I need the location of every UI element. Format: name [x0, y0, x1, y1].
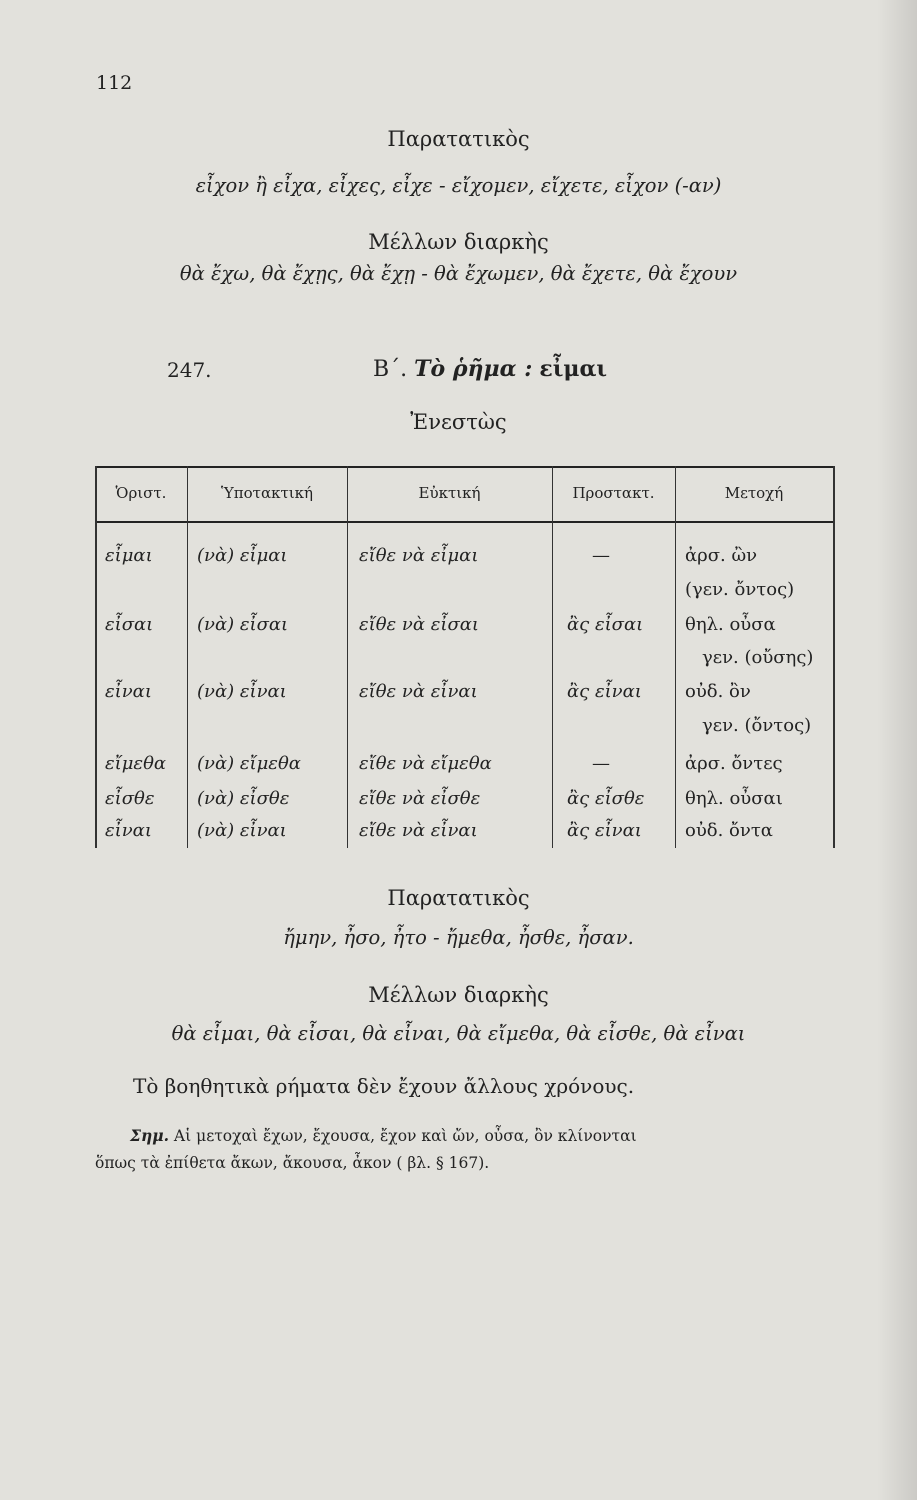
table-header-rule — [95, 521, 835, 523]
participle-cell: (γεν. ὄντος) — [685, 579, 795, 600]
table-divider-2 — [347, 466, 348, 848]
footnote-line-2: ὅπως τὰ ἐπίθετα ἄκων, ἄκουσα, ἆκον ( βλ. § 167). — [95, 1154, 490, 1172]
subjunctive-cell: (νὰ) εἶσθε — [197, 788, 290, 809]
imperative-cell: — — [592, 753, 610, 774]
section-title — [373, 356, 607, 382]
imperfect-forms-2: ἤμην, ἦσο, ἦτο - ἤμεθα, ἦσθε, ἦσαν. — [283, 926, 634, 949]
auxiliary-note: Τὸ βοηθητικὰ ρήματα δὲν ἔχουν ἄλλους χρόνους. — [133, 1074, 635, 1098]
imperfect-heading-2: Παρατατικὸς — [387, 886, 530, 910]
subjunctive-cell: (νὰ) εἶναι — [197, 681, 287, 702]
page-edge-shadow — [877, 0, 917, 1500]
imperative-cell: ἂς εἶναι — [567, 681, 642, 702]
participle-cell: ἀρσ. ὄντες — [685, 753, 783, 774]
table-divider-1 — [187, 466, 188, 848]
indicative-cell: εἶσθε — [105, 788, 155, 809]
participle-cell: θηλ. οὖσαι — [685, 788, 783, 809]
table-divider-3 — [552, 466, 553, 848]
participle-cell: γεν. (οὔσης) — [702, 647, 814, 668]
conjugation-table — [95, 466, 835, 848]
header-optative: Εὐκτική — [418, 484, 481, 502]
header-participle: Μετοχή — [724, 484, 784, 502]
table-top-rule — [95, 466, 835, 468]
header-subjunctive: Ὑποτακτική — [221, 484, 313, 502]
indicative-cell: εἴμεθα — [105, 753, 167, 774]
optative-cell: εἴθε νὰ εἶμαι — [359, 545, 479, 566]
header-indicative: Ὁριστ. — [115, 484, 167, 502]
subjunctive-cell: (νὰ) εἶμαι — [197, 545, 288, 566]
participle-cell: θηλ. οὖσα — [685, 614, 776, 635]
table-left-border — [95, 466, 97, 848]
table-right-border — [833, 466, 835, 848]
footnote-text-1: Αἱ μετοχαὶ ἔχων, ἔχουσα, ἔχον καὶ ὤν, οὖσα, ὂν κλίνονται — [173, 1127, 637, 1145]
section-verb: εἶμαι — [539, 356, 608, 382]
indicative-cell: εἶναι — [105, 681, 152, 702]
section-letter: Β΄. — [373, 357, 408, 382]
imperative-cell: ἂς εἶναι — [567, 820, 642, 841]
future-heading-1: Μέλλων διαρκὴς — [368, 230, 549, 254]
optative-cell: εἴθε νὰ εἶσθε — [359, 788, 481, 809]
participle-cell: ἀρσ. ὢν — [685, 545, 758, 566]
footnote-line-1 — [130, 1126, 637, 1145]
imperative-cell: ἂς εἶσθε — [567, 788, 645, 809]
subjunctive-cell: (νὰ) εἶσαι — [197, 614, 289, 635]
table-divider-4 — [675, 466, 676, 848]
participle-cell: γεν. (ὄντος) — [702, 715, 812, 736]
header-imperative: Προστακτ. — [572, 484, 655, 502]
section-title-prefix: Τὸ ῥῆμα : — [414, 356, 533, 382]
footnote-label: Σημ. — [130, 1126, 169, 1145]
section-number: 247. — [167, 358, 212, 382]
participle-cell: οὐδ. ὄντα — [685, 820, 773, 841]
optative-cell: εἴθε νὰ εἶσαι — [359, 614, 479, 635]
imperative-cell: — — [592, 545, 610, 566]
imperfect-heading-1: Παρατατικὸς — [387, 127, 530, 151]
indicative-cell: εἶσαι — [105, 614, 154, 635]
imperative-cell: ἂς εἶσαι — [567, 614, 644, 635]
future-forms-2: θὰ εἶμαι, θὰ εἶσαι, θὰ εἶναι, θὰ εἴμεθα, θὰ εἶσθε, θὰ εἶναι — [171, 1022, 746, 1045]
participle-cell: οὐδ. ὂν — [685, 681, 751, 702]
future-heading-2: Μέλλων διαρκὴς — [368, 983, 549, 1007]
subjunctive-cell: (νὰ) εἶναι — [197, 820, 287, 841]
subjunctive-cell: (νὰ) εἴμεθα — [197, 753, 301, 774]
optative-cell: εἴθε νὰ εἶναι — [359, 820, 478, 841]
page-number: 112 — [96, 72, 133, 94]
present-heading: Ἐνεστὼς — [410, 410, 507, 434]
indicative-cell: εἶναι — [105, 820, 152, 841]
imperfect-forms-1: εἶχον ἢ εἶχα, εἶχες, εἶχε - εἴχομεν, εἴχετε, εἶχον (-αν) — [195, 174, 722, 197]
future-forms-1: θὰ ἔχω, θὰ ἔχῃς, θὰ ἔχῃ - θὰ ἔχωμεν, θὰ ἔχετε, θὰ ἔχουν — [179, 262, 738, 285]
optative-cell: εἴθε νὰ εἶναι — [359, 681, 478, 702]
optative-cell: εἴθε νὰ εἴμεθα — [359, 753, 492, 774]
indicative-cell: εἶμαι — [105, 545, 153, 566]
